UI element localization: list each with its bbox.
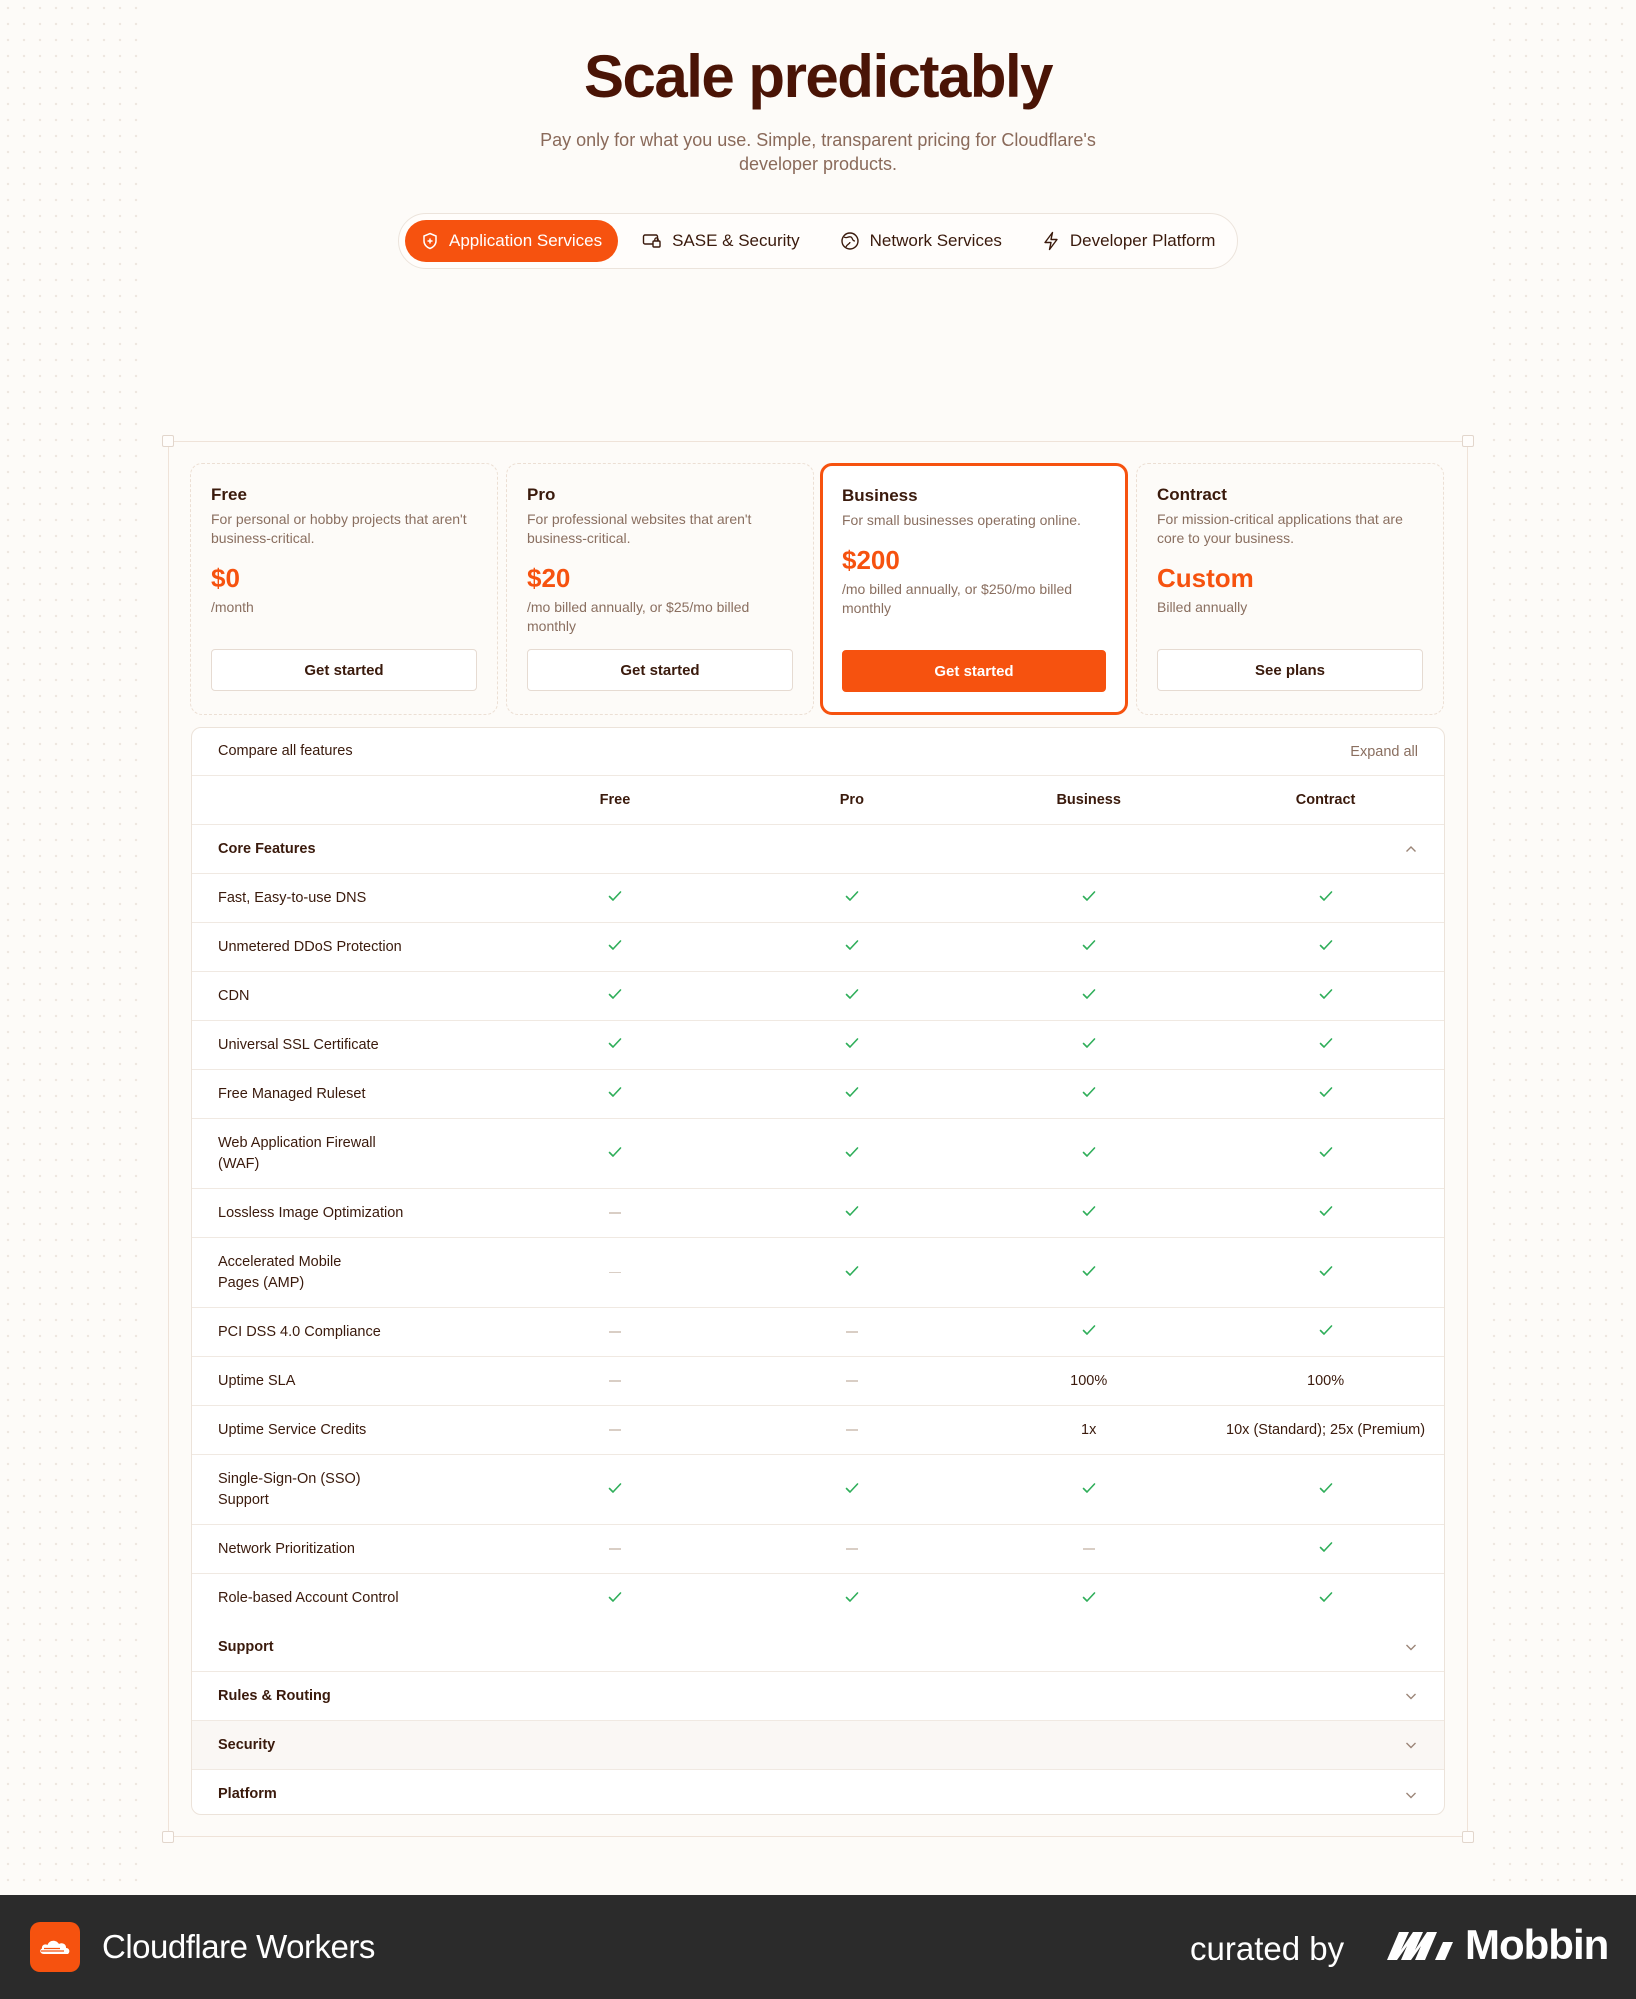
dash-icon xyxy=(497,1541,734,1557)
check-icon xyxy=(1207,1265,1444,1281)
check-icon xyxy=(497,1146,734,1162)
see-plans-button[interactable]: See plans xyxy=(1157,649,1423,691)
feature-name: Uptime Service Credits xyxy=(218,1421,367,1438)
check-icon xyxy=(497,1591,734,1607)
device-lock-icon xyxy=(642,232,662,250)
plan-billing: Billed annually xyxy=(1157,599,1248,615)
tab-label: Network Services xyxy=(869,231,1002,250)
feature-row xyxy=(192,1070,1444,1119)
feature-value-contract: 100% xyxy=(1307,1373,1345,1389)
tab-label: Developer Platform xyxy=(1069,231,1216,250)
plan-card-free xyxy=(190,463,498,715)
check-icon xyxy=(970,1086,1207,1102)
plan-cards xyxy=(190,463,1446,715)
plan-billing: /mo billed annually, or $250/mo billed monthly xyxy=(842,581,1073,616)
dash-icon xyxy=(733,1422,970,1438)
column-header-contract: Contract xyxy=(1295,792,1356,808)
feature-row xyxy=(192,1525,1444,1574)
check-icon xyxy=(497,939,734,955)
plan-name: Business xyxy=(842,486,918,505)
compare-label: Compare all features xyxy=(218,743,353,759)
plan-billing: /mo billed annually, or $25/mo billed monthly xyxy=(527,599,750,634)
check-icon xyxy=(970,890,1207,906)
plan-name: Pro xyxy=(527,485,556,504)
tab-label: Application Services xyxy=(449,231,603,250)
frame-handle xyxy=(162,435,174,447)
check-icon xyxy=(497,1037,734,1053)
hero xyxy=(0,40,1636,176)
dot-grid-left xyxy=(0,0,150,1895)
mobbin-mark-icon xyxy=(1385,1928,1455,1962)
plan-description: For mission-critical applications that are core to your business. xyxy=(1157,511,1403,546)
check-icon xyxy=(1207,1541,1444,1557)
tab-application-services[interactable] xyxy=(405,220,618,262)
check-icon xyxy=(970,1482,1207,1498)
plan-name: Contract xyxy=(1157,485,1227,504)
feature-row xyxy=(192,1574,1444,1623)
check-icon xyxy=(1207,988,1444,1004)
check-icon xyxy=(1207,890,1444,906)
expand-all-link[interactable]: Expand all xyxy=(1350,743,1418,760)
feature-value-business: 100% xyxy=(1070,1373,1108,1389)
check-icon xyxy=(970,939,1207,955)
column-header-free: Free xyxy=(599,792,631,808)
check-icon xyxy=(1207,1205,1444,1221)
dash-icon xyxy=(733,1324,970,1340)
feature-name: Network Prioritization xyxy=(218,1540,355,1557)
check-icon xyxy=(1207,1482,1444,1498)
dash-icon xyxy=(497,1373,734,1389)
plan-price: $20 xyxy=(527,563,571,593)
tab-developer-platform[interactable] xyxy=(1026,220,1232,262)
get-started-button[interactable]: Get started xyxy=(211,649,477,691)
check-icon xyxy=(733,988,970,1004)
check-icon xyxy=(1207,1591,1444,1607)
mobbin-logo xyxy=(1385,1921,1608,1969)
plan-price: Custom xyxy=(1157,563,1254,593)
section-title: Platform xyxy=(218,1786,277,1802)
section-core-features[interactable] xyxy=(192,825,1444,874)
check-icon xyxy=(497,1086,734,1102)
check-icon xyxy=(733,1265,970,1281)
dash-icon xyxy=(497,1324,734,1340)
plan-price: $200 xyxy=(842,545,900,575)
check-icon xyxy=(1207,1086,1444,1102)
check-icon xyxy=(733,1146,970,1162)
tab-label: SASE & Security xyxy=(672,231,800,250)
curated-by-label: curated by xyxy=(1190,1930,1345,1967)
check-icon xyxy=(1207,1324,1444,1340)
footer-bar xyxy=(0,1895,1636,1999)
plan-description: For professional websites that aren't business-critical. xyxy=(527,511,752,546)
section-rules-routing[interactable] xyxy=(192,1672,1444,1721)
section-title: Support xyxy=(218,1638,274,1655)
dash-icon xyxy=(733,1541,970,1557)
get-started-button[interactable]: Get started xyxy=(527,649,793,691)
section-title: Core Features xyxy=(218,840,316,857)
tab-sase-security[interactable] xyxy=(626,220,816,262)
feature-row xyxy=(192,1021,1444,1070)
feature-row xyxy=(192,972,1444,1021)
feature-row xyxy=(192,1238,1444,1308)
check-icon xyxy=(970,1205,1207,1221)
feature-name: Role-based Account Control xyxy=(218,1590,399,1606)
mobbin-wordmark: Mobbin xyxy=(1465,1921,1609,1968)
plan-card-business xyxy=(820,463,1128,715)
section-title: Security xyxy=(218,1736,276,1753)
feature-comparison-table xyxy=(191,727,1445,1815)
chevron-down-icon xyxy=(1404,1640,1418,1654)
plan-billing: /month xyxy=(211,599,254,615)
feature-row xyxy=(192,1455,1444,1525)
product-tabs xyxy=(398,213,1238,269)
check-icon xyxy=(970,1324,1207,1340)
frame-handle xyxy=(1462,1831,1474,1843)
tab-network-services[interactable] xyxy=(824,220,1018,262)
plan-card-contract xyxy=(1136,463,1444,715)
feature-name: Uptime SLA xyxy=(218,1372,296,1389)
section-support[interactable] xyxy=(192,1623,1444,1672)
cloudflare-logo xyxy=(30,1922,80,1972)
check-icon xyxy=(733,939,970,955)
footer-brand: Cloudflare Workers xyxy=(102,1928,375,1965)
dash-icon xyxy=(970,1541,1207,1557)
check-icon xyxy=(970,1146,1207,1162)
check-icon xyxy=(733,1086,970,1102)
page-title: Scale predictably xyxy=(583,43,1053,110)
dash-icon xyxy=(497,1422,734,1438)
feature-name: Single-Sign-On (SSO) Support xyxy=(218,1470,361,1508)
column-header-business: Business xyxy=(1056,792,1121,808)
feature-name: Free Managed Ruleset xyxy=(218,1085,366,1102)
section-platform[interactable] xyxy=(192,1770,1444,1815)
check-icon xyxy=(970,1265,1207,1281)
frame-handle xyxy=(1462,435,1474,447)
feature-name: Fast, Easy-to-use DNS xyxy=(218,889,367,906)
chevron-down-icon xyxy=(1404,1788,1418,1802)
plan-description: For personal or hobby projects that aren't business-critical. xyxy=(211,511,467,546)
check-icon xyxy=(1207,1146,1444,1162)
feature-row xyxy=(192,1189,1444,1238)
check-icon xyxy=(970,988,1207,1004)
check-icon xyxy=(497,988,734,1004)
shield-icon xyxy=(421,232,439,250)
feature-row xyxy=(192,1119,1444,1189)
plan-price: $0 xyxy=(211,563,240,593)
check-icon xyxy=(970,1037,1207,1053)
check-icon xyxy=(733,1591,970,1607)
plan-name: Free xyxy=(211,485,247,504)
bolt-icon xyxy=(1042,231,1060,251)
feature-name: CDN xyxy=(218,987,250,1004)
check-icon xyxy=(970,1591,1207,1607)
check-icon xyxy=(733,1482,970,1498)
dash-icon xyxy=(733,1373,970,1389)
check-icon xyxy=(733,1205,970,1221)
chevron-down-icon xyxy=(1404,1738,1418,1752)
compare-header-row xyxy=(192,728,1444,776)
column-header-pro: Pro xyxy=(839,792,864,808)
chevron-up-icon xyxy=(1404,842,1418,856)
check-icon xyxy=(497,1482,734,1498)
frame-handle xyxy=(162,1831,174,1843)
globe-icon xyxy=(840,231,860,251)
section-title: Rules & Routing xyxy=(218,1687,331,1704)
cloud-icon xyxy=(38,1936,72,1958)
feature-name: Universal SSL Certificate xyxy=(218,1036,379,1053)
dash-icon xyxy=(497,1265,734,1281)
check-icon xyxy=(1207,1037,1444,1053)
feature-name: PCI DSS 4.0 Compliance xyxy=(218,1323,381,1340)
get-started-button[interactable]: Get started xyxy=(842,650,1106,692)
check-icon xyxy=(497,890,734,906)
feature-name: Unmetered DDoS Protection xyxy=(218,938,402,955)
check-icon xyxy=(733,1037,970,1053)
feature-row xyxy=(192,1406,1444,1455)
check-icon xyxy=(1207,939,1444,955)
feature-row xyxy=(192,874,1444,923)
plan-description: For small businesses operating online. xyxy=(842,512,1081,528)
chevron-down-icon xyxy=(1404,1689,1418,1703)
feature-rows xyxy=(192,874,1444,1623)
feature-name: Web Application Firewall (WAF) xyxy=(218,1134,376,1172)
feature-row xyxy=(192,1357,1444,1406)
check-icon xyxy=(733,890,970,906)
page-subtitle: Pay only for what you use. Simple, transparent pricing for Cloudflare's developer products. xyxy=(540,130,1096,174)
plan-card-pro xyxy=(506,463,814,715)
feature-name: Accelerated Mobile Pages (AMP) xyxy=(218,1253,342,1291)
feature-name: Lossless Image Optimization xyxy=(218,1204,404,1221)
feature-value-business: 1x xyxy=(1081,1422,1097,1438)
section-security[interactable] xyxy=(192,1721,1444,1770)
column-header-row xyxy=(192,776,1444,825)
dash-icon xyxy=(497,1205,734,1221)
feature-row xyxy=(192,923,1444,972)
dot-grid-right xyxy=(1486,0,1636,1895)
feature-value-contract: 10x (Standard); 25x (Premium) xyxy=(1226,1422,1426,1438)
feature-row xyxy=(192,1308,1444,1357)
